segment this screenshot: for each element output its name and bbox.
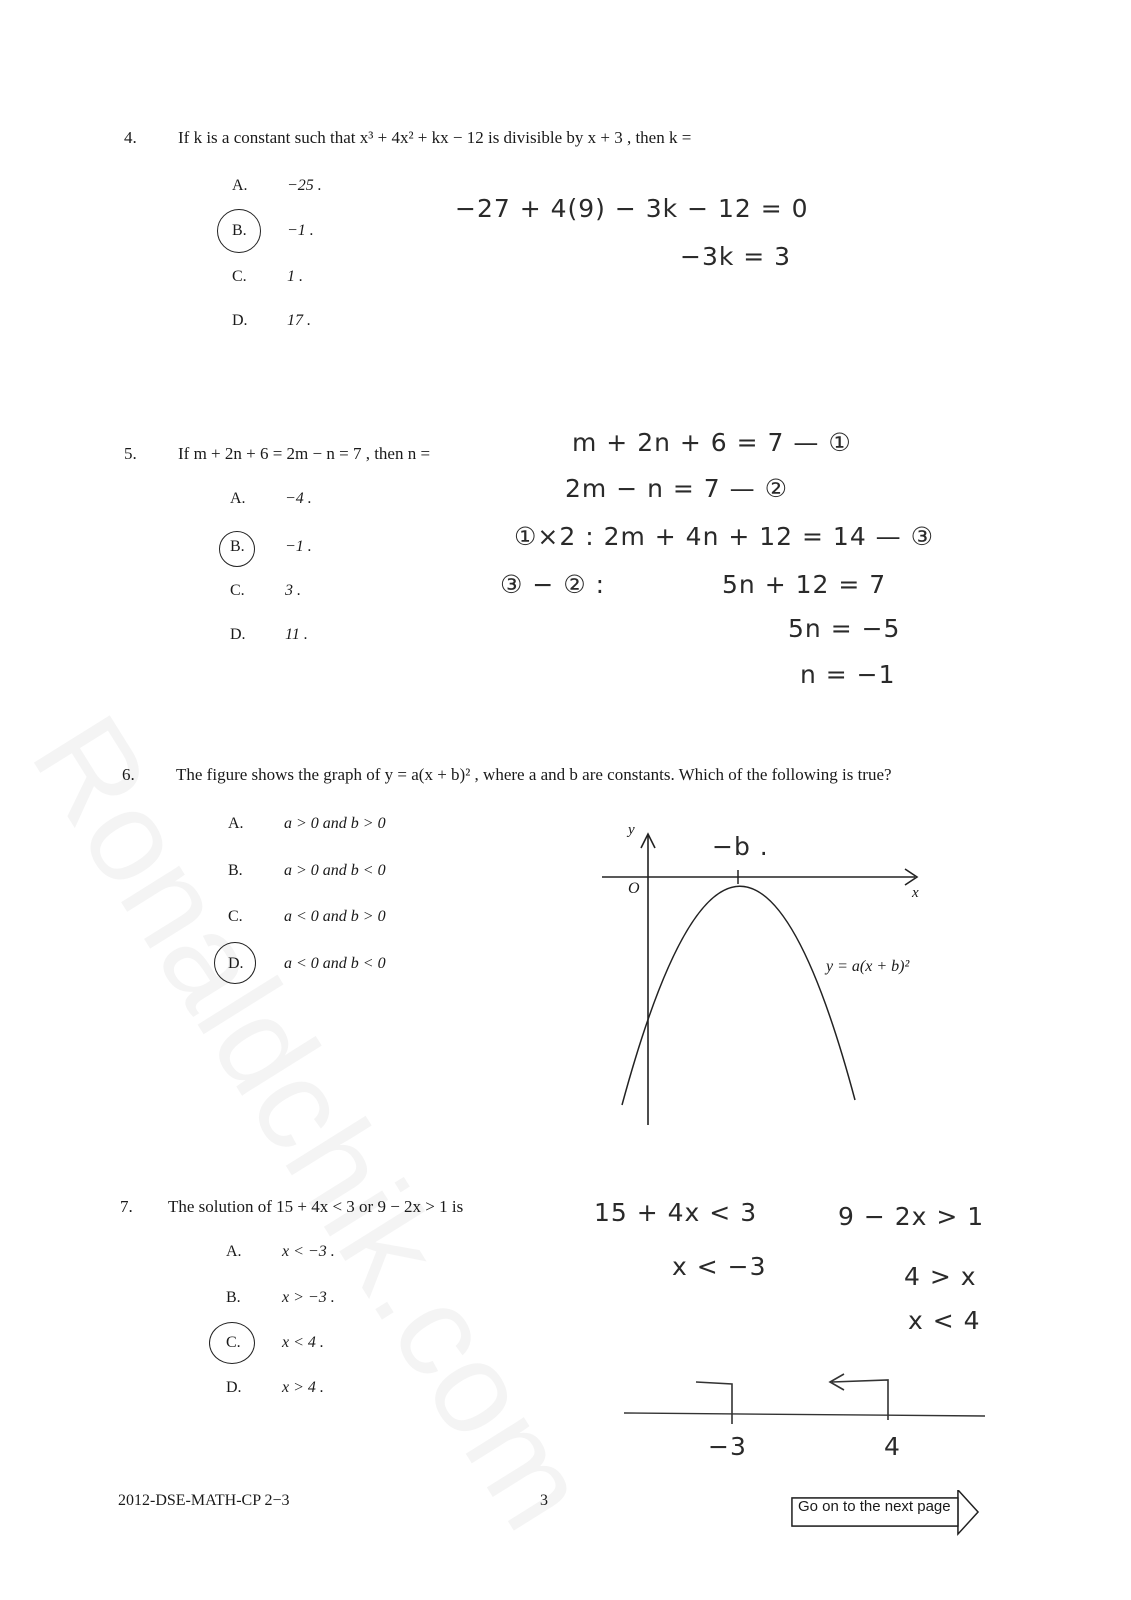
q5-number: 5. [124, 444, 137, 463]
q6-option-b-text: a > 0 and b < 0 [284, 862, 386, 879]
q4-option-a-text: −25 . [287, 177, 322, 194]
q4-work-line-2: −3k = 3 [680, 242, 792, 271]
q7-work-line-1: 15 + 4x < 3 [594, 1198, 758, 1227]
q6-option-a-text: a > 0 and b > 0 [284, 815, 386, 832]
q5-option-c-text: 3 . [285, 582, 301, 599]
q4-option-a-letter: A. [232, 177, 248, 194]
q7-option-a-letter: A. [226, 1243, 242, 1260]
q4-option-b-letter: B. [232, 222, 247, 239]
q6-option-a-letter: A. [228, 815, 244, 832]
q7-work-line-5: x < 4 [908, 1306, 981, 1335]
q7-option-d-letter: D. [226, 1379, 242, 1396]
page-number: 3 [540, 1492, 548, 1509]
q7-option-c-letter: C. [226, 1334, 241, 1351]
q4-option-d-text: 17 . [287, 312, 311, 329]
q5-option-b-text: −1 . [285, 538, 312, 555]
q5-option-d-text: 11 . [285, 626, 308, 643]
q6-origin-label: O [628, 880, 640, 897]
q7-option-b-text: x > −3 . [282, 1289, 335, 1306]
q5-work-line-4: ③ − ② : [500, 570, 606, 599]
q6-curve-label: y = a(x + b)² [826, 958, 910, 975]
q4-work-line-1: −27 + 4(9) − 3k − 12 = 0 [455, 194, 809, 223]
q5-option-a-letter: A. [230, 490, 246, 507]
q5-work-line-1: m + 2n + 6 = 7 — ① [572, 428, 852, 457]
q6-number: 6. [122, 765, 135, 784]
q7-option-a-text: x < −3 . [282, 1243, 335, 1260]
q5-option-d-letter: D. [230, 626, 246, 643]
q4-stem: If k is a constant such that x³ + 4x² + kx − 12 is divisible by x + 3 , then k = [178, 128, 692, 147]
q7-option-d-text: x > 4 . [282, 1379, 324, 1396]
exam-code: 2012-DSE-MATH-CP 2−3 [118, 1492, 290, 1509]
q7-number: 7. [120, 1197, 133, 1216]
q6-option-c-letter: C. [228, 908, 243, 925]
q4-option-b-text: −1 . [287, 222, 314, 239]
q6-option-b-letter: B. [228, 862, 243, 879]
q5-option-a-text: −4 . [285, 490, 312, 507]
q5-option-b-letter: B. [230, 538, 245, 555]
q5-work-line-6: 5n = −5 [788, 614, 901, 643]
q7-option-c-text: x < 4 . [282, 1334, 324, 1351]
q5-work-line-2: 2m − n = 7 — ② [565, 474, 788, 503]
q7-work-line-4: 4 > x [904, 1262, 977, 1291]
q6-option-d-text: a < 0 and b < 0 [284, 955, 386, 972]
q7-number-line-label-4: 4 [884, 1432, 901, 1461]
q4-option-c-letter: C. [232, 268, 247, 285]
q6-y-label: y [628, 822, 635, 838]
q6-stem: The figure shows the graph of y = a(x + b)² , where a and b are constants. Which of the following is true? [176, 765, 892, 784]
q6-option-d-letter: D. [228, 955, 244, 972]
q6-vertex-note: −b . [712, 832, 769, 861]
q6-x-label: x [912, 885, 919, 901]
q7-work-line-3: 9 − 2x > 1 [838, 1202, 985, 1231]
q7-stem: The solution of 15 + 4x < 3 or 9 − 2x > 1 is [168, 1197, 464, 1216]
q7-number-line-label-minus3: −3 [708, 1432, 747, 1461]
q7-work-line-2: x < −3 [672, 1252, 767, 1281]
q6-option-c-text: a < 0 and b > 0 [284, 908, 386, 925]
q4-option-c-text: 1 . [287, 268, 303, 285]
q5-work-line-5: 5n + 12 = 7 [722, 570, 887, 599]
next-page-label: Go on to the next page [798, 1498, 951, 1515]
q4-number: 4. [124, 128, 137, 147]
q5-work-line-7: n = −1 [800, 660, 896, 689]
q5-stem: If m + 2n + 6 = 2m − n = 7 , then n = [178, 444, 431, 463]
q7-option-b-letter: B. [226, 1289, 241, 1306]
q5-option-c-letter: C. [230, 582, 245, 599]
q4-option-d-letter: D. [232, 312, 248, 329]
q5-work-line-3: ①×2 : 2m + 4n + 12 = 14 — ③ [514, 522, 935, 551]
